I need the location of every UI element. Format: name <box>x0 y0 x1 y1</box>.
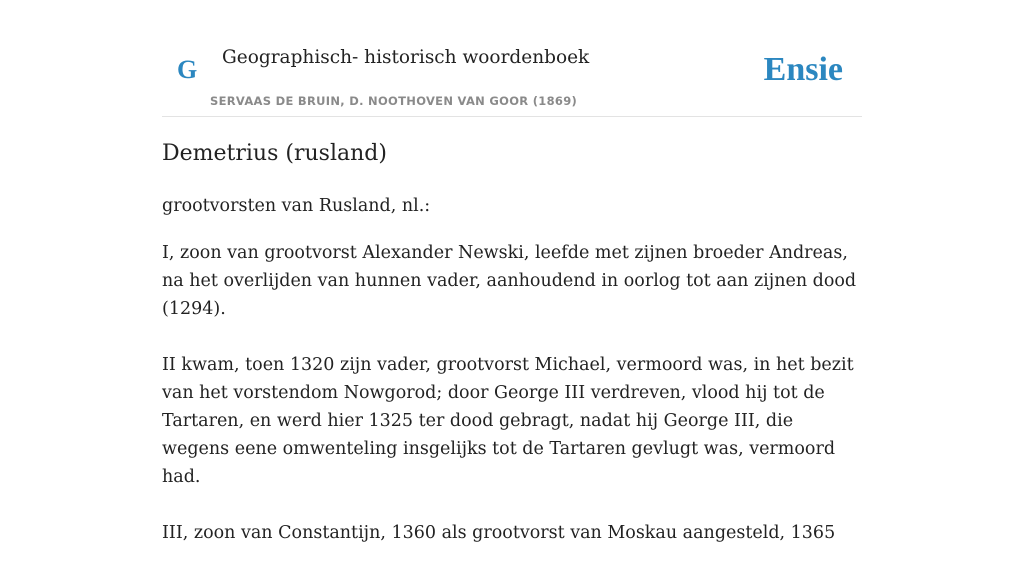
ensie-logo-link[interactable]: Ensie <box>763 51 843 88</box>
book-header <box>162 0 862 117</box>
book-authors-year: SERVAAS DE BRUIN, D. NOOTHOVEN VAN GOOR (1869) <box>210 94 578 108</box>
page <box>162 0 862 543</box>
entry-paragraph: II kwam, toen 1320 zijn vader, grootvorst Michael, vermoord was, in het bezit van het vorstendom Nowgorod; door George III verdreven, vlood hij tot de Tartaren, en werd hier 1325 ter dood gebragt, nadat hij George III, die wegens eene omwenteling insgelijks tot de Tartaren gevlugt was, vermoord had. <box>162 355 854 487</box>
entry-body <box>162 192 862 566</box>
entry-title: Demetrius (rusland) <box>162 141 387 166</box>
entry-paragraph: I, zoon van grootvorst Alexander Newski, leefde met zijnen broeder Andreas, na het overlijden van hunnen vader, aanhoudend in oorlog tot aan zijnen dood (1294). <box>162 243 857 319</box>
entry-paragraph: grootvorsten van Rusland, nl.: <box>162 196 431 216</box>
entry-paragraph: III, zoon van Constantijn, 1360 als grootvorst van Moskau aangesteld, 1365 <box>162 523 836 543</box>
book-title-link[interactable]: Geographisch- historisch woordenboek <box>222 47 590 68</box>
book-letter-icon[interactable]: G <box>177 55 198 84</box>
